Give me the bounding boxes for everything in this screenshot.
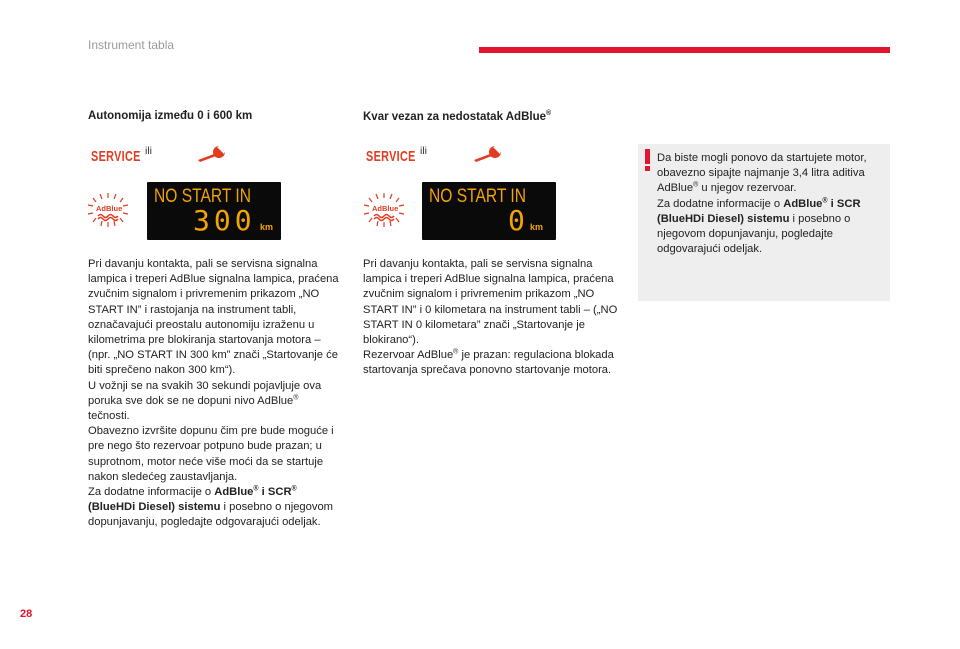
adblue-icon-label-left: AdBlue <box>96 204 123 213</box>
or-label-left: ili <box>145 145 152 157</box>
lcd-label: NO START IN <box>429 186 526 207</box>
middle-body-text <box>363 257 619 379</box>
wrench-icon <box>196 145 228 165</box>
registered-mark: ® <box>293 394 299 402</box>
left-paragraph-2: U vožnji se na svakih 30 sekundi pojavljuje ova poruka sve dok se ne dopuni nivo AdBlue <box>88 379 322 407</box>
header-title: Instrument tabla <box>88 38 175 52</box>
note-line-2-bold1: AdBlue <box>783 197 823 210</box>
middle-paragraph-2-pre: Rezervoar AdBlue <box>363 349 454 362</box>
registered-mark: ® <box>822 196 828 204</box>
registered-mark: ® <box>453 348 459 356</box>
or-label-middle: ili <box>420 145 427 157</box>
left-paragraph-4-bold3: (BlueHDi Diesel) sistemu <box>88 501 221 514</box>
registered-mark: ® <box>693 181 699 189</box>
adblue-icon-label-middle: AdBlue <box>372 204 399 213</box>
note-line-1: Da biste mogli ponovo da startujete motor, obavezno sipajte najmanje 3,4 litra aditiva AdBlue <box>657 152 867 195</box>
middle-section-title: Kvar vezan za nedostatak AdBlue® <box>363 110 552 123</box>
note-line-2-bold2: i SCR (BlueHDi Diesel) sistemu <box>657 197 861 225</box>
lcd-value: 300 <box>193 204 256 237</box>
left-paragraph-3: Obavezno izvršite dopunu čim pre bude moguće i pre nego što rezervoar potpuno bude prazan; u suprotnom, motor neće više moći da se startuje nakon sledećeg zaustavljanja. <box>88 425 334 483</box>
middle-paragraph-2-post: je prazan: regulaciona blokada startovanja sprečava ponovno startovanje motora. <box>363 349 614 377</box>
left-paragraph-1: Pri davanju kontakta, pali se servisna signalna lampica i treperi AdBlue signalna lampica, praćena zvučnim signalom i privremenim prikazom „NO START IN” i rastojanja na instrument tabli, označavajući preostalu autonomiju izraženu u kilometrima pre blokiranja startovanja motora – (npr. „NO START IN 300 km” znači „Startovanje će biti sprečeno nakon 300 km“). <box>88 258 339 377</box>
service-warning-label-left: SERVICE <box>91 148 141 165</box>
header-red-bar <box>479 47 890 53</box>
page-number: 28 <box>20 608 33 620</box>
exclamation-icon <box>645 149 650 171</box>
left-paragraph-4-post: i posebno o njegovom dopunjavanju, pogledajte odgovarajući odeljak. <box>88 501 333 529</box>
note-line-2-post: i posebno o njegovom dopunjavanju, pogledajte odgovarajući odeljak. <box>657 212 851 256</box>
service-warning-label-middle: SERVICE <box>366 148 416 165</box>
lcd-unit: km <box>530 222 544 232</box>
lcd-value: 0 <box>508 204 529 237</box>
lcd-display-middle <box>422 182 556 240</box>
left-paragraph-4-pre: Za dodatne informacije o <box>88 486 215 499</box>
lcd-display-left <box>147 182 281 240</box>
left-paragraph-4-bold1: AdBlue <box>214 486 254 499</box>
note-line-2-pre: Za dodatne informacije o <box>657 197 784 210</box>
left-section-title: Autonomija između 0 i 600 km <box>88 110 253 122</box>
note-text <box>657 151 885 257</box>
left-paragraph-4-bold2: i SCR <box>258 486 292 499</box>
left-paragraph-2-end: tečnosti. <box>88 410 130 423</box>
registered-mark: ® <box>291 485 297 493</box>
registered-mark: ® <box>546 110 552 117</box>
note-line-1-end: u njegov rezervoar. <box>698 182 797 195</box>
lcd-label: NO START IN <box>154 186 251 207</box>
left-body-text <box>88 257 340 531</box>
middle-paragraph-1: Pri davanju kontakta, pali se servisna signalna lampica i treperi AdBlue signalna lampica, praćena zvučnim signalom i privremenim prikazom „NO START IN” i 0 kilometara na instrument tabli – („NO START IN 0 kilometara” znači „Startovanje je blokirano“). <box>363 258 618 347</box>
lcd-unit: km <box>260 222 274 232</box>
wrench-icon <box>472 145 504 165</box>
registered-mark: ® <box>253 485 259 493</box>
